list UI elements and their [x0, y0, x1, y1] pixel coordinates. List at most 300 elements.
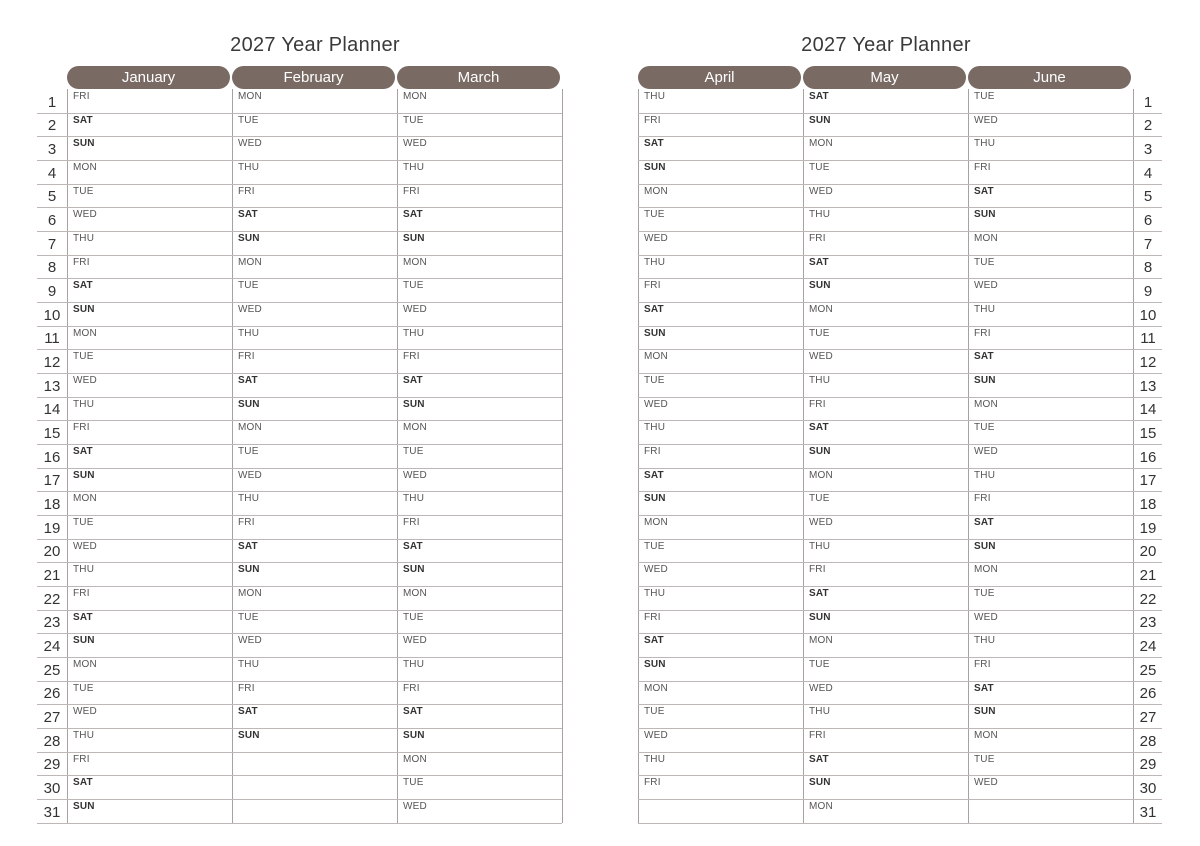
row-divider [37, 586, 562, 587]
weekday-label[interactable]: MON [644, 351, 668, 362]
weekday-label[interactable]: MON [73, 493, 97, 504]
row-divider [638, 207, 1162, 208]
weekday-label[interactable]: TUE [644, 375, 665, 386]
weekday-label[interactable]: THU [644, 588, 666, 599]
day-number: 25 [43, 662, 61, 679]
weekday-label[interactable]: TUE [238, 280, 259, 291]
weekday-label[interactable]: FRI [809, 233, 826, 244]
row-divider [638, 704, 1162, 705]
weekday-label[interactable]: WED [73, 209, 97, 220]
day-number: 24 [1139, 638, 1157, 655]
weekday-label[interactable]: SUN [238, 399, 260, 410]
weekday-label[interactable]: MON [809, 304, 833, 315]
weekday-label[interactable]: WED [403, 801, 427, 812]
row-divider [37, 444, 562, 445]
row-divider [37, 326, 562, 327]
weekday-label[interactable]: FRI [73, 588, 90, 599]
weekday-label[interactable]: FRI [238, 351, 255, 362]
weekday-label[interactable]: SAT [403, 706, 423, 717]
weekday-label[interactable]: SAT [809, 422, 829, 433]
weekday-label[interactable]: TUE [238, 612, 259, 623]
weekday-label[interactable]: TUE [974, 257, 995, 268]
row-divider [37, 278, 562, 279]
weekday-label[interactable]: FRI [974, 162, 991, 173]
weekday-label[interactable]: FRI [644, 446, 661, 457]
row-divider [37, 515, 562, 516]
weekday-label[interactable]: WED [809, 517, 833, 528]
weekday-label[interactable]: TUE [403, 446, 424, 457]
weekday-label[interactable]: SAT [644, 470, 664, 481]
month-header-march: March [397, 66, 560, 89]
weekday-label[interactable]: SAT [403, 375, 423, 386]
weekday-label[interactable]: FRI [974, 328, 991, 339]
weekday-label[interactable]: FRI [403, 683, 420, 694]
row-divider [37, 160, 562, 161]
weekday-label[interactable]: SUN [644, 659, 666, 670]
day-number: 12 [43, 354, 61, 371]
row-divider [37, 136, 562, 137]
column-divider [968, 89, 969, 823]
day-number: 11 [1140, 330, 1156, 347]
weekday-label[interactable]: SAT [809, 754, 829, 765]
weekday-label[interactable]: MON [809, 138, 833, 149]
weekday-label[interactable]: TUE [73, 351, 94, 362]
day-number: 13 [43, 378, 61, 395]
weekday-label[interactable]: THU [238, 328, 260, 339]
column-divider [562, 89, 563, 823]
weekday-label[interactable]: THU [403, 328, 425, 339]
row-divider [638, 444, 1162, 445]
weekday-label[interactable]: THU [73, 564, 95, 575]
day-number: 3 [1143, 141, 1153, 158]
weekday-label[interactable]: MON [403, 91, 427, 102]
weekday-label[interactable]: TUE [809, 328, 830, 339]
weekday-label[interactable]: THU [73, 399, 95, 410]
day-number: 8 [1143, 259, 1153, 276]
weekday-label[interactable]: SUN [403, 730, 425, 741]
day-number: 26 [1139, 685, 1157, 702]
weekday-label[interactable]: TUE [644, 706, 665, 717]
weekday-label[interactable]: THU [974, 635, 996, 646]
row-divider [638, 799, 1162, 800]
row-divider [37, 255, 562, 256]
weekday-label[interactable]: WED [644, 233, 668, 244]
weekday-label[interactable]: THU [238, 493, 260, 504]
weekday-label[interactable]: SUN [974, 706, 996, 717]
weekday-label[interactable]: WED [238, 138, 262, 149]
weekday-label[interactable]: MON [974, 233, 998, 244]
weekday-label[interactable]: THU [809, 375, 831, 386]
weekday-label[interactable]: WED [73, 375, 97, 386]
weekday-label[interactable]: THU [73, 730, 95, 741]
weekday-label[interactable]: SAT [238, 209, 258, 220]
month-header-april: April [638, 66, 801, 89]
day-number: 16 [43, 449, 61, 466]
day-number: 11 [44, 330, 60, 347]
day-number: 18 [43, 496, 61, 513]
weekday-label[interactable]: MON [403, 422, 427, 433]
weekday-label[interactable]: TUE [974, 422, 995, 433]
weekday-label[interactable]: FRI [403, 186, 420, 197]
day-number: 30 [1139, 780, 1157, 797]
row-divider [37, 397, 562, 398]
day-number: 23 [1139, 614, 1157, 631]
day-number: 20 [1139, 543, 1157, 560]
weekday-label[interactable]: TUE [73, 683, 94, 694]
weekday-label[interactable]: SUN [238, 730, 260, 741]
weekday-label[interactable]: WED [73, 706, 97, 717]
column-divider [638, 89, 639, 823]
weekday-label[interactable]: FRI [644, 777, 661, 788]
weekday-label[interactable]: SUN [809, 777, 831, 788]
row-divider [638, 752, 1162, 753]
weekday-label[interactable]: SUN [644, 493, 666, 504]
day-number: 15 [1139, 425, 1157, 442]
day-number: 2 [47, 117, 57, 134]
day-number: 22 [43, 591, 61, 608]
weekday-label[interactable]: MON [809, 635, 833, 646]
weekday-label[interactable]: TUE [974, 588, 995, 599]
weekday-label[interactable]: WED [238, 304, 262, 315]
weekday-label[interactable]: TUE [974, 91, 995, 102]
weekday-label[interactable]: THU [809, 541, 831, 552]
weekday-label[interactable]: THU [809, 209, 831, 220]
weekday-label[interactable]: WED [809, 683, 833, 694]
day-number: 27 [1139, 709, 1157, 726]
weekday-label[interactable]: SUN [403, 233, 425, 244]
day-number: 14 [1139, 401, 1157, 418]
weekday-label[interactable]: SAT [238, 375, 258, 386]
day-number: 22 [1139, 591, 1157, 608]
column-divider [803, 89, 804, 823]
row-divider [37, 373, 562, 374]
weekday-label[interactable]: WED [644, 564, 668, 575]
weekday-label[interactable]: FRI [73, 422, 90, 433]
weekday-label[interactable]: THU [73, 233, 95, 244]
day-number: 10 [43, 307, 61, 324]
weekday-label[interactable]: THU [238, 162, 260, 173]
weekday-label[interactable]: WED [403, 304, 427, 315]
weekday-label[interactable]: SAT [644, 138, 664, 149]
weekday-label[interactable]: SUN [238, 564, 260, 575]
day-number: 30 [43, 780, 61, 797]
right-page [600, 0, 1200, 846]
weekday-label[interactable]: FRI [238, 683, 255, 694]
row-divider [37, 468, 562, 469]
weekday-label[interactable]: MON [403, 257, 427, 268]
weekday-label[interactable]: MON [238, 257, 262, 268]
row-divider [638, 113, 1162, 114]
row-divider [37, 207, 562, 208]
weekday-label[interactable]: THU [403, 162, 425, 173]
row-divider [638, 775, 1162, 776]
weekday-label[interactable]: FRI [73, 754, 90, 765]
weekday-label[interactable]: THU [809, 706, 831, 717]
weekday-label[interactable]: TUE [238, 115, 259, 126]
weekday-label[interactable]: FRI [974, 659, 991, 670]
weekday-label[interactable]: TUE [403, 115, 424, 126]
weekday-label[interactable]: SUN [403, 564, 425, 575]
weekday-label[interactable]: MON [73, 162, 97, 173]
month-header-february: February [232, 66, 395, 89]
weekday-label[interactable]: WED [644, 730, 668, 741]
weekday-label[interactable]: FRI [238, 186, 255, 197]
row-divider [37, 610, 562, 611]
weekday-label[interactable]: WED [403, 138, 427, 149]
row-divider [37, 752, 562, 753]
row-divider [638, 231, 1162, 232]
row-divider [638, 562, 1162, 563]
weekday-label[interactable]: TUE [809, 162, 830, 173]
month-header-june: June [968, 66, 1131, 89]
weekday-label[interactable]: SAT [809, 588, 829, 599]
weekday-label[interactable]: SAT [974, 517, 994, 528]
day-number: 23 [43, 614, 61, 631]
weekday-label[interactable]: MON [809, 470, 833, 481]
day-number: 7 [47, 236, 57, 253]
weekday-label[interactable]: SAT [73, 280, 93, 291]
weekday-label[interactable]: SAT [238, 706, 258, 717]
day-number: 19 [43, 520, 61, 537]
weekday-label[interactable]: FRI [644, 115, 661, 126]
weekday-label[interactable]: FRI [809, 564, 826, 575]
day-number: 6 [47, 212, 57, 229]
weekday-label[interactable]: SUN [974, 375, 996, 386]
weekday-label[interactable]: MON [238, 422, 262, 433]
weekday-label[interactable]: SUN [644, 328, 666, 339]
weekday-label[interactable]: THU [403, 659, 425, 670]
row-divider [37, 539, 562, 540]
row-divider [37, 562, 562, 563]
day-number: 20 [43, 543, 61, 560]
weekday-label[interactable]: WED [974, 446, 998, 457]
weekday-label[interactable]: FRI [809, 399, 826, 410]
weekday-label[interactable]: WED [974, 280, 998, 291]
day-number: 4 [47, 165, 57, 182]
column-divider [232, 89, 233, 823]
weekday-label[interactable]: SAT [73, 115, 93, 126]
row-divider [638, 255, 1162, 256]
weekday-label[interactable]: FRI [238, 517, 255, 528]
row-divider [638, 823, 1162, 824]
row-divider [37, 799, 562, 800]
weekday-label[interactable]: TUE [809, 493, 830, 504]
day-number: 6 [1143, 212, 1153, 229]
day-number: 29 [1139, 756, 1157, 773]
weekday-label[interactable]: SUN [644, 162, 666, 173]
weekday-label[interactable]: TUE [238, 446, 259, 457]
day-number: 21 [1139, 567, 1157, 584]
weekday-label[interactable]: SAT [974, 683, 994, 694]
weekday-label[interactable]: WED [73, 541, 97, 552]
weekday-label[interactable]: MON [644, 517, 668, 528]
weekday-label[interactable]: WED [974, 612, 998, 623]
day-number: 28 [1139, 733, 1157, 750]
row-divider [37, 184, 562, 185]
weekday-label[interactable]: FRI [73, 91, 90, 102]
weekday-label[interactable]: WED [809, 186, 833, 197]
weekday-label[interactable]: MON [974, 730, 998, 741]
day-number: 25 [1139, 662, 1157, 679]
weekday-label[interactable]: SUN [73, 138, 95, 149]
weekday-label[interactable]: TUE [403, 777, 424, 788]
weekday-label[interactable]: SAT [403, 209, 423, 220]
weekday-label[interactable]: MON [403, 588, 427, 599]
column-divider [67, 89, 68, 823]
weekday-label[interactable]: SUN [238, 233, 260, 244]
weekday-label[interactable]: THU [644, 422, 666, 433]
weekday-label[interactable]: FRI [644, 280, 661, 291]
day-number: 31 [1139, 804, 1157, 821]
row-divider [638, 184, 1162, 185]
weekday-label[interactable]: FRI [403, 517, 420, 528]
row-divider [638, 373, 1162, 374]
row-divider [37, 633, 562, 634]
day-number: 24 [43, 638, 61, 655]
weekday-label[interactable]: SAT [73, 612, 93, 623]
weekday-label[interactable]: THU [238, 659, 260, 670]
weekday-label[interactable]: MON [73, 659, 97, 670]
weekday-label[interactable]: SUN [809, 446, 831, 457]
weekday-label[interactable]: FRI [403, 351, 420, 362]
row-divider [638, 539, 1162, 540]
column-divider [397, 89, 398, 823]
weekday-label[interactable]: SAT [974, 186, 994, 197]
weekday-label[interactable]: MON [644, 683, 668, 694]
weekday-label[interactable]: SUN [403, 399, 425, 410]
weekday-label[interactable]: MON [644, 186, 668, 197]
row-divider [37, 491, 562, 492]
weekday-label[interactable]: TUE [403, 280, 424, 291]
day-number: 7 [1143, 236, 1153, 253]
row-divider [638, 515, 1162, 516]
day-number: 3 [47, 141, 57, 158]
day-number: 1 [47, 94, 57, 111]
row-divider [37, 349, 562, 350]
day-number: 19 [1139, 520, 1157, 537]
weekday-label[interactable]: WED [974, 777, 998, 788]
weekday-label[interactable]: TUE [403, 612, 424, 623]
weekday-label[interactable]: THU [644, 257, 666, 268]
day-number: 17 [1139, 472, 1157, 489]
day-number: 28 [43, 733, 61, 750]
weekday-label[interactable]: FRI [73, 257, 90, 268]
weekday-label[interactable]: SUN [73, 470, 95, 481]
weekday-label[interactable]: FRI [974, 493, 991, 504]
row-divider [37, 728, 562, 729]
weekday-label[interactable]: WED [644, 399, 668, 410]
weekday-label[interactable]: SAT [403, 541, 423, 552]
row-divider [638, 633, 1162, 634]
weekday-label[interactable]: SAT [73, 446, 93, 457]
day-number: 2 [1143, 117, 1153, 134]
day-number: 16 [1139, 449, 1157, 466]
weekday-label[interactable]: SUN [974, 541, 996, 552]
weekday-label[interactable]: SAT [238, 541, 258, 552]
weekday-label[interactable]: WED [238, 635, 262, 646]
weekday-label[interactable]: WED [809, 351, 833, 362]
weekday-label[interactable]: SUN [809, 115, 831, 126]
weekday-label[interactable]: TUE [644, 541, 665, 552]
weekday-label[interactable]: SUN [73, 801, 95, 812]
weekday-label[interactable]: FRI [809, 730, 826, 741]
row-divider [638, 160, 1162, 161]
row-divider [638, 349, 1162, 350]
day-number: 29 [43, 756, 61, 773]
day-number: 5 [47, 188, 57, 205]
row-divider [638, 326, 1162, 327]
weekday-label[interactable]: SAT [644, 304, 664, 315]
weekday-label[interactable]: TUE [644, 209, 665, 220]
page-title: 2027 Year Planner [801, 34, 971, 56]
weekday-label[interactable]: SAT [73, 777, 93, 788]
page-title: 2027 Year Planner [230, 34, 400, 56]
row-divider [37, 420, 562, 421]
weekday-label[interactable]: SUN [974, 209, 996, 220]
row-divider [638, 728, 1162, 729]
weekday-label[interactable]: THU [403, 493, 425, 504]
weekday-label[interactable]: SUN [73, 304, 95, 315]
row-divider [638, 681, 1162, 682]
weekday-label[interactable]: WED [238, 470, 262, 481]
weekday-label[interactable]: THU [644, 754, 666, 765]
row-divider [638, 278, 1162, 279]
weekday-label[interactable]: TUE [73, 517, 94, 528]
day-number: 14 [43, 401, 61, 418]
weekday-label[interactable]: TUE [974, 754, 995, 765]
day-number: 12 [1139, 354, 1157, 371]
weekday-label[interactable]: SUN [73, 635, 95, 646]
weekday-label[interactable]: SAT [644, 635, 664, 646]
day-number: 9 [47, 283, 57, 300]
day-number: 18 [1139, 496, 1157, 513]
row-divider [638, 657, 1162, 658]
weekday-label[interactable]: THU [974, 470, 996, 481]
weekday-label[interactable]: MON [73, 328, 97, 339]
day-number: 26 [43, 685, 61, 702]
weekday-label[interactable]: WED [403, 470, 427, 481]
weekday-label[interactable]: MON [238, 91, 262, 102]
weekday-label[interactable]: SAT [809, 91, 829, 102]
weekday-label[interactable]: MON [809, 801, 833, 812]
month-header-january: January [67, 66, 230, 89]
weekday-label[interactable]: SAT [974, 351, 994, 362]
weekday-label[interactable]: MON [403, 754, 427, 765]
day-number: 4 [1143, 165, 1153, 182]
weekday-label[interactable]: WED [974, 115, 998, 126]
weekday-label[interactable]: THU [974, 138, 996, 149]
row-divider [37, 113, 562, 114]
weekday-label[interactable]: WED [403, 635, 427, 646]
row-divider [638, 491, 1162, 492]
weekday-label[interactable]: MON [974, 399, 998, 410]
day-number: 8 [47, 259, 57, 276]
weekday-label[interactable]: MON [238, 588, 262, 599]
day-number: 15 [43, 425, 61, 442]
weekday-label[interactable]: SUN [809, 280, 831, 291]
weekday-label[interactable]: THU [974, 304, 996, 315]
weekday-label[interactable]: FRI [644, 612, 661, 623]
weekday-label[interactable]: SUN [809, 612, 831, 623]
weekday-label[interactable]: THU [644, 91, 666, 102]
weekday-label[interactable]: TUE [73, 186, 94, 197]
weekday-label[interactable]: MON [974, 564, 998, 575]
day-number: 31 [43, 804, 61, 821]
weekday-label[interactable]: SAT [809, 257, 829, 268]
weekday-label[interactable]: TUE [809, 659, 830, 670]
row-divider [638, 610, 1162, 611]
row-divider [638, 302, 1162, 303]
